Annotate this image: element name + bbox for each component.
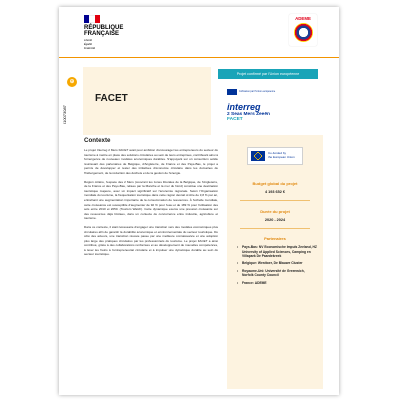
list-item [237,269,317,278]
bullet-icon: • [237,245,239,250]
interreg-wordmark: interreg [227,102,261,112]
interreg-programme: 2 Seas Mers Zeeën [227,112,270,117]
eu-star-icon [259,158,260,159]
eu-funded-line-2: the European Union [268,155,295,159]
eu-flag-icon [251,151,265,161]
bullet-icon: • [237,268,239,273]
list-item [237,261,317,265]
partner-text: Royaume-Uni: Université de Greenwich, Norfolk County Council [242,268,305,278]
project-info-sidebar [227,135,323,389]
divider [240,228,310,229]
context-paragraph-2: Région côtière, l'espace des 2 Mers (couvrant les zones littorales de la Belgique, de l'Angleterre, de la France et des Pays-Bas, reliées par la Manche et la mer du Nord) constitue une destination touristique majeure, avec un impact significatif sur l'économie régionale. Selon l'Organisation mondiale du tourisme, la fréquentation touristique dans cette région devrait croître de 3,8 % par an, entraînant une augmentation importante de la consommation de ressources. À l'échelle mondiale, cette croissance est susceptible d'augmenter de 92 % pour l'eau et de 189 % pour l'utilisation des sols entre 2010 et 2050. (Tourism Watch). Cette dynamique exerce une pression croissante sur des ressources déjà limitées, dans un contexte de concurrence entre industrie, agriculture et tourisme. [84,179,218,221]
document-page [59,7,339,395]
partners-list [227,245,323,285]
context-paragraph-3: Dans ce contexte, il était nécessaire d'engager une transition vers des modèles économiques plus circulaires afin de garantir la durabilité économique et environnementale du secteur touristique. Du côté des acteurs, une transition réussie passe par une meilleure connaissance et une adoption plus large des pratiques circulaires par les professionnels du tourisme. Le projet FACET a ainsi contribué, grâce à des collaborations renforcées et au développement de nouvelles compétences, à lever les freins à l'entrepreneuriat circulaire et à impulser une dynamique durable au sein du secteur touristique. [84,224,218,257]
list-item [237,245,317,258]
gov-motto-line-3: Fraternité [84,46,96,50]
gov-motto-line-1: Liberté [84,38,92,42]
budget-value: 4 193 652 € [264,190,286,194]
project-id: I10073087 [62,105,67,125]
partner-text: Belgique: Westtoer, De Blauwe Cluster [242,261,303,266]
ademe-wordmark: ADEME [295,16,311,21]
eu-confirmed-badge: Projet confirmé par l'Union européenne [218,69,318,79]
ademe-logo [289,14,317,46]
eu-funded-logo [247,147,303,165]
republique-francaise-logo [84,15,144,50]
partner-text: France: ADEME [242,280,267,285]
context-heading: Contexte [84,137,111,144]
header-divider [59,57,339,58]
title-band [83,67,211,135]
eu-star-icon [257,159,258,160]
duration-value: 2020 - 2024 [264,217,286,222]
ademe-emblem-icon [294,23,313,42]
interreg-acronym: FACET [227,117,243,123]
gov-title-line-1: RÉPUBLIQUE [84,25,124,31]
partners-label: Partenaires [264,236,286,242]
bullet-icon: • [237,280,239,285]
eu-funded-line-1: Co-funded by [268,151,287,156]
french-flag-icon [84,15,100,23]
budget-label: Budget global du projet [252,181,298,186]
eu-flag-icon [227,89,237,95]
project-title: FACET [95,93,128,104]
eu-star-icon [255,154,256,155]
gov-title-line-2: FRANÇAISE [84,31,120,38]
gov-motto-line-2: Égalité [84,42,92,46]
context-paragraph-1: Le projet Interreg 2 Mers FACET avait pour ambition d'encourager les entrepreneurs du secteur du tourisme à mettre en place des solutions circulaires au sein de leurs entreprises, contribuant ainsi à l'émergence de nouveaux modèles économiques durables. S'appuyant sur un consortium solide réunissant des partenaires de Belgique, d'Angleterre, de France et des Pays-Bas, le projet a permis de développer et tester des initiatives d'économie circulaire dans les domaines de l'hébergement, de la réduction des déchets et de la gestion de l'énergie. [84,148,218,175]
eu-star-icon [260,157,261,158]
context-section [84,137,218,261]
partner-text: Pays-Bas: NV Economische Impuls Zeeland, HZ University of Applied Sciences, Camping en Villapark De Paardekreek [242,245,317,258]
project-id-strip [61,67,83,137]
divider [240,200,310,201]
project-theme-icon: ⊕ [67,77,77,87]
interreg-logo [227,83,289,123]
list-item [237,281,317,285]
duration-label: Durée du projet [260,208,290,214]
interreg-cofunded-text: Cofinancé par l'Union européenne [239,90,276,94]
eu-funded-text [268,152,295,159]
bullet-icon: • [237,261,239,266]
